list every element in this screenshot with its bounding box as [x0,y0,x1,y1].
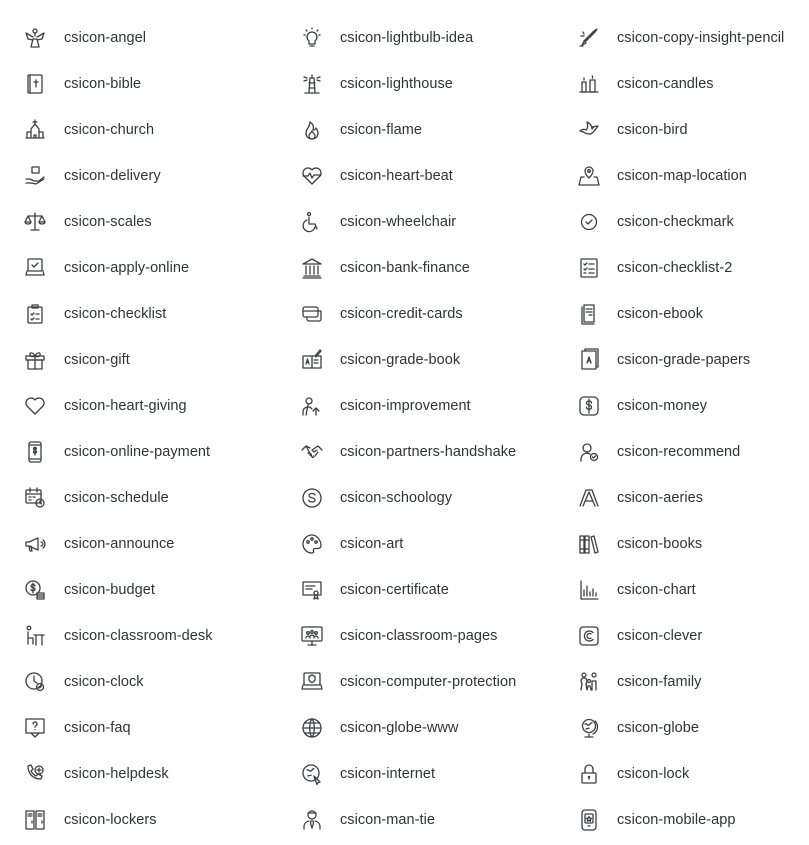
icon-label: csicon-map-location [617,168,747,184]
icon-entry-partners-handshake [300,429,517,475]
icon-entry-bird [577,107,688,153]
bank-finance-icon [300,256,324,280]
grade-book-icon [300,348,324,372]
icon-label: csicon-budget [64,582,155,598]
icon-entry-copy-insight-pencil [577,15,785,61]
family-icon [577,670,601,694]
icon-entry-lockers [23,797,157,843]
delivery-icon [23,164,47,188]
icon-label: csicon-computer-protection [340,674,517,690]
checklist-icon [23,302,47,326]
faq-icon [23,716,47,740]
icon-label: csicon-lock [617,766,690,782]
icon-entry-family [577,659,702,705]
checklist-2-icon [577,256,601,280]
grade-papers-icon [577,348,601,372]
lightbulb-idea-icon [300,26,324,50]
icon-label: csicon-checkmark [617,214,734,230]
icon-entry-lightbulb-idea [300,15,474,61]
helpdesk-icon [23,762,47,786]
clever-icon [577,624,601,648]
icon-entry-mobile-app [577,797,736,843]
icon-entry-map-location [577,153,747,199]
bird-icon [577,118,601,142]
icon-label: csicon-credit-cards [340,306,463,322]
icon-entry-checklist-2 [577,245,733,291]
icon-entry-checkmark [577,199,734,245]
icon-entry-globe [577,705,700,751]
icon-label: csicon-faq [64,720,131,736]
icon-entry-recommend [577,429,741,475]
computer-protection-icon [300,670,324,694]
icon-label: csicon-ebook [617,306,704,322]
candles-icon [577,72,601,96]
icon-label: csicon-grade-papers [617,352,751,368]
icon-label: csicon-bird [617,122,688,138]
icon-label: csicon-church [64,122,155,138]
icon-label: csicon-man-tie [340,812,435,828]
icon-label: csicon-family [617,674,702,690]
online-payment-icon [23,440,47,464]
icon-entry-computer-protection [300,659,517,705]
icon-entry-bank-finance [300,245,470,291]
icon-entry-online-payment [23,429,211,475]
icon-entry-classroom-pages [300,613,498,659]
art-icon [300,532,324,556]
icon-label: csicon-globe [617,720,700,736]
icon-entry-helpdesk [23,751,169,797]
recommend-icon [577,440,601,464]
icon-entry-schedule [23,475,169,521]
icon-label: csicon-globe-www [340,720,459,736]
money-icon [577,394,601,418]
classroom-desk-icon [23,624,47,648]
schoology-icon [300,486,324,510]
partners-handshake-icon [300,440,324,464]
certificate-icon [300,578,324,602]
map-location-icon [577,164,601,188]
icon-label: csicon-wheelchair [340,214,457,230]
icon-label: csicon-checklist-2 [617,260,733,276]
icon-entry-gift [23,337,130,383]
icon-label: csicon-recommend [617,444,741,460]
books-icon [577,532,601,556]
icon-label: csicon-candles [617,76,714,92]
icon-label: csicon-copy-insight-pencil [617,30,785,46]
icon-label: csicon-gift [64,352,130,368]
icon-label: csicon-aeries [617,490,704,506]
icon-entry-heart-beat [300,153,453,199]
icon-label: csicon-schoology [340,490,453,506]
icon-label: csicon-classroom-desk [64,628,213,644]
aeries-icon [577,486,601,510]
internet-icon [300,762,324,786]
icon-entry-grade-book [300,337,461,383]
icon-label: csicon-partners-handshake [340,444,517,460]
scales-icon [23,210,47,234]
ebook-icon [577,302,601,326]
man-tie-icon [300,808,324,832]
icon-label: csicon-internet [340,766,436,782]
icon-entry-wheelchair [300,199,457,245]
angel-icon [23,26,47,50]
icon-label: csicon-flame [340,122,422,138]
icon-label: csicon-classroom-pages [340,628,498,644]
icon-entry-improvement [300,383,471,429]
lock-icon [577,762,601,786]
icon-entry-faq [23,705,131,751]
apply-online-icon [23,256,47,280]
icon-label: csicon-clock [64,674,144,690]
icon-entry-chart [577,567,696,613]
icon-label: csicon-scales [64,214,152,230]
lighthouse-icon [300,72,324,96]
icon-entry-heart-giving [23,383,187,429]
icon-label: csicon-lighthouse [340,76,453,92]
icon-label: csicon-certificate [340,582,449,598]
icon-label: csicon-grade-book [340,352,461,368]
icon-label: csicon-improvement [340,398,471,414]
icon-label: csicon-delivery [64,168,161,184]
credit-cards-icon [300,302,324,326]
gift-icon [23,348,47,372]
icon-entry-aeries [577,475,704,521]
improvement-icon [300,394,324,418]
wheelchair-icon [300,210,324,234]
classroom-pages-icon [300,624,324,648]
icon-entry-globe-www [300,705,459,751]
icon-label: csicon-bank-finance [340,260,470,276]
mobile-app-icon [577,808,601,832]
icon-entry-credit-cards [300,291,463,337]
clock-icon [23,670,47,694]
icon-entry-apply-online [23,245,190,291]
icon-entry-certificate [300,567,449,613]
icon-entry-books [577,521,703,567]
icon-entry-flame [300,107,422,153]
icon-entry-money [577,383,708,429]
icon-entry-art [300,521,404,567]
icon-label: csicon-heart-giving [64,398,187,414]
icon-entry-ebook [577,291,704,337]
icon-entry-church [23,107,155,153]
icon-entry-classroom-desk [23,613,213,659]
icon-entry-lighthouse [300,61,453,107]
icon-label: csicon-bible [64,76,142,92]
icon-label: csicon-angel [64,30,147,46]
globe-icon [577,716,601,740]
icon-entry-clever [577,613,703,659]
budget-icon [23,578,47,602]
icon-entry-angel [23,15,147,61]
icon-label: csicon-schedule [64,490,169,506]
lockers-icon [23,808,47,832]
icon-entry-announce [23,521,175,567]
icon-label: csicon-online-payment [64,444,211,460]
icon-entry-grade-papers [577,337,751,383]
icon-label: csicon-mobile-app [617,812,736,828]
icon-label: csicon-art [340,536,404,552]
icon-entry-candles [577,61,714,107]
icon-entry-schoology [300,475,453,521]
icon-label: csicon-lockers [64,812,157,828]
icon-entry-clock [23,659,144,705]
icon-entry-delivery [23,153,161,199]
schedule-icon [23,486,47,510]
icon-entry-internet [300,751,436,797]
checkmark-icon [577,210,601,234]
icon-label: csicon-lightbulb-idea [340,30,474,46]
heart-beat-icon [300,164,324,188]
icon-entry-scales [23,199,152,245]
icon-entry-budget [23,567,155,613]
icon-entry-man-tie [300,797,435,843]
announce-icon [23,532,47,556]
icon-label: csicon-apply-online [64,260,190,276]
icon-entry-bible [23,61,142,107]
icon-label: csicon-helpdesk [64,766,169,782]
globe-www-icon [300,716,324,740]
chart-icon [577,578,601,602]
heart-giving-icon [23,394,47,418]
icon-label: csicon-money [617,398,708,414]
church-icon [23,118,47,142]
icon-label: csicon-heart-beat [340,168,453,184]
bible-icon [23,72,47,96]
icon-label: csicon-books [617,536,703,552]
icon-label: csicon-clever [617,628,703,644]
icon-label: csicon-announce [64,536,175,552]
flame-icon [300,118,324,142]
icon-label: csicon-checklist [64,306,167,322]
copy-insight-pencil-icon [577,26,601,50]
icon-entry-lock [577,751,690,797]
icon-entry-checklist [23,291,167,337]
icon-label: csicon-chart [617,582,696,598]
